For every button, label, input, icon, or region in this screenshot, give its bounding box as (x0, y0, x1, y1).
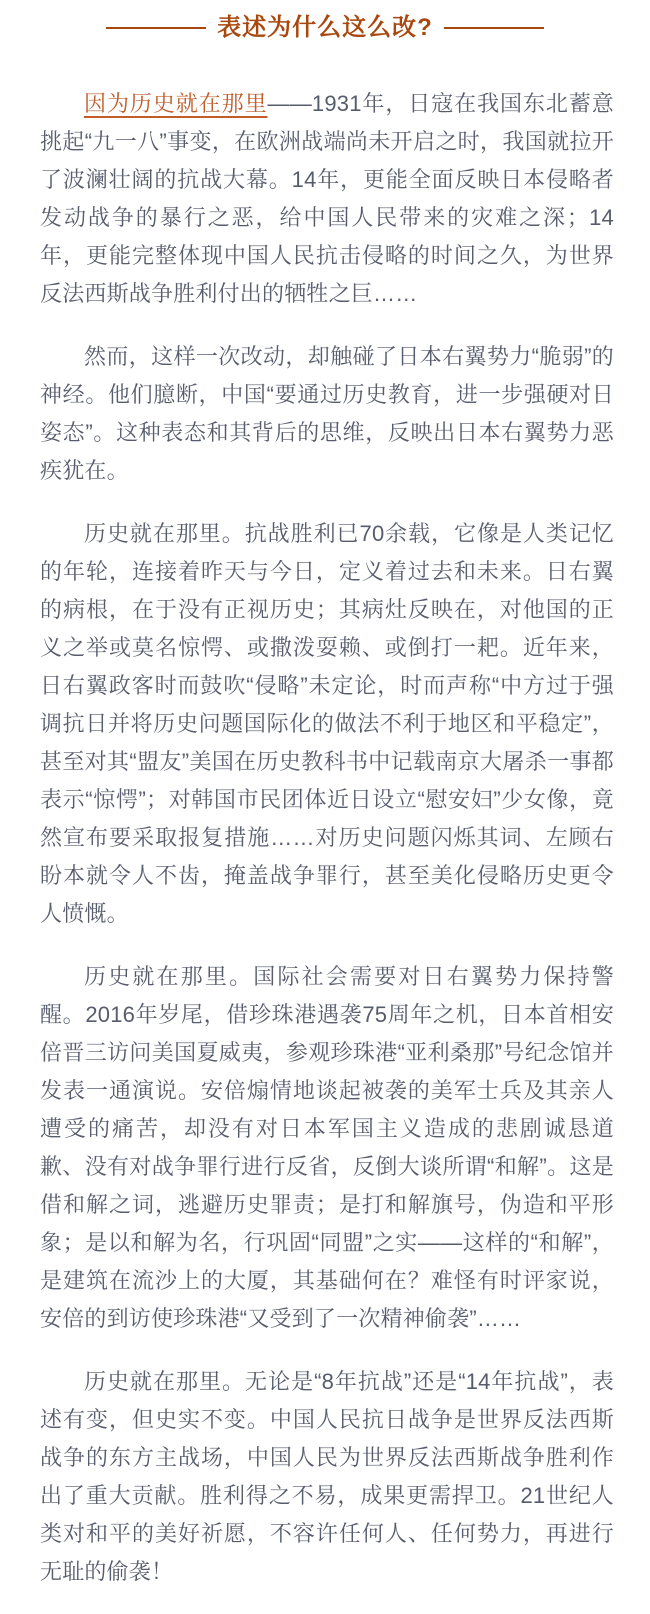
lead-phrase: 因为历史就在那里 (84, 90, 268, 116)
paragraph-4-text: 历史就在那里。国际社会需要对日右翼势力保持警醒。2016年岁尾，借珍珠港遇袭75周年之机，日本首相安倍晋三访问美国夏威夷，参观珍珠港“亚利桑那”号纪念馆并发表一通演说。安倍煽情地谈起被袭的美军士兵及其亲人遭受的痛苦，却没有对日本军国主义造成的悲剧诚恳道歉、没有对战争罪行进行反省，反倒大谈所谓“和解”。这是借和解之词，逃避历史罪责；是打和解旗号，伪造和平形象；是以和解为名，行巩固“同盟”之实——这样的“和解”，是建筑在流沙上的大厦，其基础何在？难怪有时评家说，安倍的到访使珍珠港“又受到了一次精神偷袭”…… (40, 963, 614, 1331)
paragraph-5 (40, 1363, 614, 1591)
paragraph-3 (40, 515, 614, 933)
header-rule-left (106, 27, 206, 29)
section-header (0, 14, 650, 43)
section-title: 表述为什么这么改? (217, 14, 433, 41)
paragraph-1 (40, 85, 614, 313)
article-page (0, 14, 650, 1611)
paragraph-3-text: 历史就在那里。抗战胜利已70余载，它像是人类记忆的年轮，连接着昨天与今日，定义着过去和未来。日右翼的病根，在于没有正视历史；其病灶反映在，对他国的正义之举或莫名惊愕、或撒泼耍赖、或倒打一耙。近年来，日右翼政客时而鼓吹“侵略”未定论，时而声称“中方过于强调抗日并将历史问题国际化的做法不利于地区和平稳定”，甚至对其“盟友”美国在历史教科书中记载南京大屠杀一事都表示“惊愕”；对韩国市民团体近日设立“慰安妇”少女像，竟然宣布要采取报复措施……对历史问题闪烁其词、左顾右盼本就令人不齿，掩盖战争罪行，甚至美化侵略历史更令人愤慨。 (40, 520, 614, 926)
article-body (0, 85, 650, 1591)
paragraph-4 (40, 958, 614, 1338)
paragraph-2 (40, 338, 614, 490)
header-rule-right (444, 27, 544, 29)
paragraph-5-text: 历史就在那里。无论是“8年抗战”还是“14年抗战”，表述有变，但史实不变。中国人民抗日战争是世界反法西斯战争的东方主战场，中国人民为世界反法西斯战争胜利作出了重大贡献。胜利得之不易，成果更需捍卫。21世纪人类对和平的美好祈愿，不容许任何人、任何势力，再进行无耻的偷袭！ (40, 1368, 614, 1584)
paragraph-2-text: 然而，这样一次改动，却触碰了日本右翼势力“脆弱”的神经。他们臆断，中国“要通过历史教育，进一步强硬对日姿态”。这种表态和其背后的思维，反映出日本右翼势力恶疾犹在。 (40, 343, 614, 483)
paragraph-1-text: ——1931年，日寇在我国东北蓄意挑起“九一八”事变，在欧洲战端尚未开启之时，我国就拉开了波澜壮阔的抗战大幕。14年，更能全面反映日本侵略者发动战争的暴行之恶，给中国人民带来的灾难之深；14年，更能完整体现中国人民抗击侵略的时间之久，为世界反法西斯战争胜利付出的牺牲之巨…… (40, 90, 614, 306)
